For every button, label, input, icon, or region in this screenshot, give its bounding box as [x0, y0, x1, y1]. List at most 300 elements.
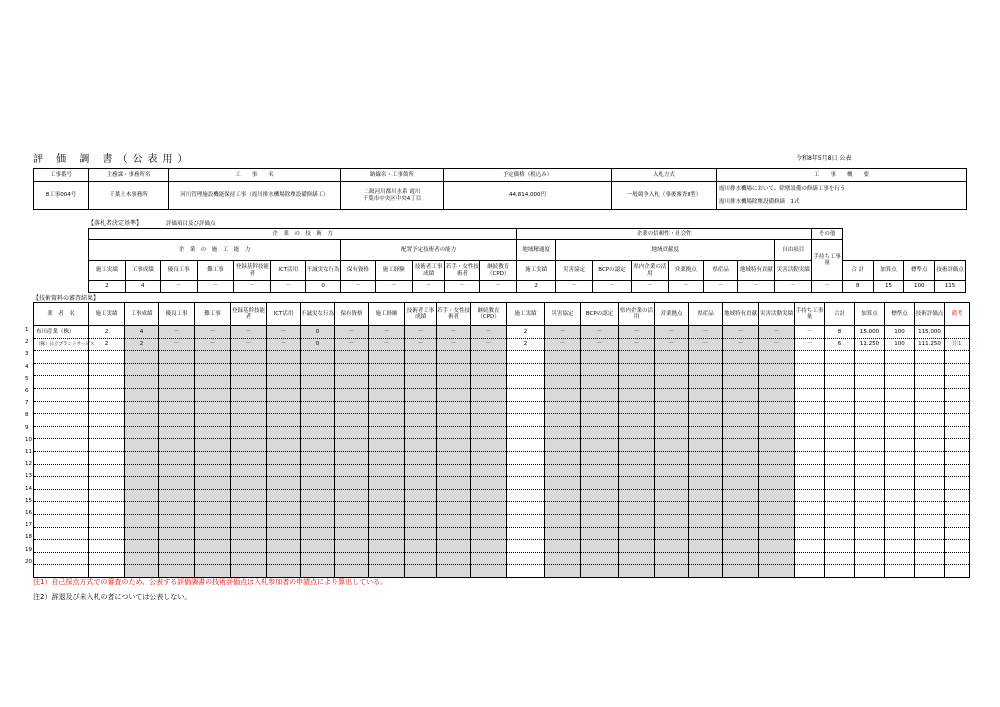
table-row [34, 527, 970, 540]
result-cell [581, 514, 619, 527]
result-cell: － [335, 338, 369, 351]
result-cell [759, 464, 795, 477]
result-cell [437, 502, 471, 515]
table-row [34, 540, 970, 553]
result-cell [471, 376, 507, 389]
criteria-col-header: 営業拠点 [668, 261, 703, 281]
result-cell [125, 552, 159, 565]
result-cell [619, 464, 655, 477]
criteria-value: 4 [125, 281, 160, 293]
info-header: 工事番号 [34, 169, 89, 182]
result-cell: － [581, 338, 619, 351]
info-header: 工 事 概 要 [717, 169, 967, 182]
result-cell [159, 540, 195, 553]
result-cell [545, 451, 581, 464]
result-cell [267, 527, 301, 540]
result-cell [405, 414, 437, 427]
result-cell [619, 363, 655, 376]
row-number: 1 [25, 327, 29, 333]
result-cell [125, 351, 159, 364]
row-number: 8 [25, 412, 29, 419]
result-cell [125, 388, 159, 401]
criteria-col-header: 災害協定 [556, 261, 593, 281]
result-cell [89, 426, 125, 439]
result-cell: 0 [301, 326, 335, 339]
result-cell [335, 363, 369, 376]
result-cell [545, 489, 581, 502]
result-cell [301, 514, 335, 527]
result-cell [125, 363, 159, 376]
results-header-row [34, 303, 970, 326]
result-cell: － [545, 338, 581, 351]
result-cell [581, 351, 619, 364]
result-cell [689, 363, 723, 376]
summary-line: 霞川排水機場において、除塵設備の修繕工事を行う [719, 186, 846, 193]
info-value-row [34, 182, 967, 210]
result-cell [125, 426, 159, 439]
result-cell: － [723, 338, 759, 351]
result-cell [759, 376, 795, 389]
result-cell [335, 565, 369, 578]
result-cell [369, 552, 405, 565]
info-header: 予定価格（税込み） [444, 169, 612, 182]
result-cell [723, 565, 759, 578]
result-cell [437, 464, 471, 477]
result-cell [581, 464, 619, 477]
result-cell [195, 489, 231, 502]
result-cell [231, 552, 267, 565]
result-cell [795, 477, 825, 490]
result-cell [369, 376, 405, 389]
bidder-name [34, 426, 89, 439]
result-cell [507, 552, 545, 565]
result-cell [619, 489, 655, 502]
result-cell [581, 376, 619, 389]
result-cell [437, 565, 471, 578]
result-cell [89, 565, 125, 578]
result-cell [723, 351, 759, 364]
result-cell [619, 477, 655, 490]
result-cell [759, 489, 795, 502]
table-row [34, 426, 970, 439]
criteria-col-header: 保有資格 [340, 261, 375, 281]
row-number: 5 [25, 375, 29, 382]
result-score [915, 552, 945, 565]
result-cell [125, 376, 159, 389]
results-col-header: 地域特有貢献 [723, 303, 759, 326]
row-number: 7 [25, 400, 29, 407]
result-cell [437, 477, 471, 490]
result-cell: － [759, 338, 795, 351]
sub-engineer: 配置予定技術者の能力 [340, 240, 516, 261]
result-cell [795, 376, 825, 389]
result-cell [125, 477, 159, 490]
result-cell [759, 527, 795, 540]
row-number: 14 [25, 485, 32, 492]
result-cell [619, 351, 655, 364]
result-note [945, 388, 970, 401]
table-row [34, 338, 970, 351]
result-cell [471, 527, 507, 540]
criteria-value: － [631, 281, 668, 293]
result-std [885, 363, 915, 376]
bidder-name [34, 477, 89, 490]
result-cell [723, 376, 759, 389]
result-cell [545, 426, 581, 439]
result-score [915, 540, 945, 553]
sub-contribution: 地域貢献度 [556, 240, 775, 261]
results-col-header: 標準点 [885, 303, 915, 326]
summary-line: 霞川排水機場除塵設備修繕 1式 [719, 198, 800, 205]
result-cell [369, 477, 405, 490]
results-col-header: 災害協定 [545, 303, 581, 326]
result-total [825, 426, 855, 439]
result-cell: － [795, 326, 825, 339]
result-cell [507, 489, 545, 502]
row-number: 16 [25, 510, 32, 516]
result-cell [231, 363, 267, 376]
result-cell [195, 527, 231, 540]
result-add [855, 351, 885, 364]
criteria-col-header: 県内企業の活用 [631, 261, 668, 281]
result-total [825, 514, 855, 527]
result-cell [405, 489, 437, 502]
result-cell [471, 514, 507, 527]
criteria-value: － [271, 281, 306, 293]
result-cell [689, 552, 723, 565]
criteria-value: － [775, 281, 812, 293]
result-score [915, 464, 945, 477]
result-cell [301, 502, 335, 515]
result-cell [655, 540, 689, 553]
result-std [885, 414, 915, 427]
info-header: 路線名・工事箇所 [341, 169, 444, 182]
table-row [34, 326, 970, 339]
result-score [915, 351, 945, 364]
result-cell: － [231, 326, 267, 339]
result-cell [795, 351, 825, 364]
location-line: 千葉市中央区中央4丁目 [362, 195, 422, 202]
result-cell [471, 351, 507, 364]
note-1: 注1）自己採点方式での審査のため、公表する評価調書の技術評価点は入札参加者の申請点により算出している。 [33, 578, 388, 586]
result-cell [581, 388, 619, 401]
result-cell [723, 439, 759, 452]
result-note [945, 489, 970, 502]
result-cell: － [689, 338, 723, 351]
result-cell [723, 426, 759, 439]
result-cell [89, 477, 125, 490]
result-cell [655, 363, 689, 376]
criteria-col-header: 工事成績 [125, 261, 160, 281]
results-col-header: 加算点 [855, 303, 885, 326]
result-cell [195, 376, 231, 389]
result-total [825, 552, 855, 565]
result-cell [689, 401, 723, 414]
result-cell [195, 502, 231, 515]
result-cell [507, 502, 545, 515]
result-score [915, 376, 945, 389]
result-cell [437, 439, 471, 452]
bidder-name [34, 464, 89, 477]
results-col-header: 県内企業の活用 [619, 303, 655, 326]
result-cell [335, 514, 369, 527]
result-cell [195, 414, 231, 427]
result-cell [619, 376, 655, 389]
result-cell [689, 540, 723, 553]
results-col-header: 優良工事 [159, 303, 195, 326]
result-cell [759, 414, 795, 427]
result-score [915, 477, 945, 490]
result-cell [689, 351, 723, 364]
result-add [855, 388, 885, 401]
result-cell [795, 527, 825, 540]
row-number: 4 [25, 363, 29, 370]
result-cell [125, 451, 159, 464]
result-add [855, 426, 885, 439]
result-cell [335, 439, 369, 452]
result-add [855, 363, 885, 376]
result-cell [267, 502, 301, 515]
result-cell [437, 376, 471, 389]
bidder-name: （株）日立プラントサービス [34, 338, 89, 351]
criteria-value: － [197, 281, 234, 293]
publish-date: 令和8年5月8日 公表 [796, 155, 852, 162]
result-cell: － [795, 338, 825, 351]
result-cell [545, 414, 581, 427]
result-score [915, 489, 945, 502]
criteria-value: 2 [89, 281, 126, 293]
result-cell [471, 414, 507, 427]
result-add [855, 489, 885, 502]
row-number: 6 [25, 388, 29, 394]
row-number: 9 [25, 424, 29, 431]
result-cell [89, 527, 125, 540]
result-add [855, 439, 885, 452]
result-cell [267, 514, 301, 527]
result-cell [795, 489, 825, 502]
result-cell [759, 565, 795, 578]
result-cell [231, 426, 267, 439]
row-number: 3 [25, 351, 29, 358]
criteria-value: － [668, 281, 703, 293]
group-technical: 企 業 の 技 術 力 [89, 229, 517, 240]
result-cell [471, 451, 507, 464]
result-total [825, 464, 855, 477]
result-cell [231, 351, 267, 364]
result-cell [267, 552, 301, 565]
info-table [33, 168, 967, 210]
result-cell [437, 451, 471, 464]
result-cell [369, 439, 405, 452]
group-reliability: 企業の信頼性・社会性 [517, 229, 812, 240]
result-note [945, 426, 970, 439]
result-cell [369, 414, 405, 427]
result-cell [159, 439, 195, 452]
result-cell [301, 388, 335, 401]
result-cell [507, 363, 545, 376]
result-cell [759, 439, 795, 452]
result-cell [405, 401, 437, 414]
criteria-tail-header: 合 計 [842, 261, 873, 281]
result-cell: － [471, 326, 507, 339]
results-col-header: 手持ち工事量 [795, 303, 825, 326]
results-col-header: 若手・女性技術者 [437, 303, 471, 326]
result-cell [471, 552, 507, 565]
result-cell [405, 464, 437, 477]
result-score [915, 363, 945, 376]
row-number: 17 [25, 522, 32, 529]
result-cell [795, 565, 825, 578]
result-cell [655, 527, 689, 540]
criteria-tail-value: 100 [904, 281, 935, 293]
result-cell [471, 426, 507, 439]
result-cell: － [231, 338, 267, 351]
results-col-header: 施工実績 [89, 303, 125, 326]
result-cell [655, 502, 689, 515]
results-col-header: 工事成績 [125, 303, 159, 326]
result-note [945, 363, 970, 376]
result-cell [231, 376, 267, 389]
result-std [885, 552, 915, 565]
result-cell [301, 426, 335, 439]
result-std [885, 376, 915, 389]
result-cell [655, 401, 689, 414]
result-note [945, 376, 970, 389]
office-name: 千葉土木事務所 [89, 182, 169, 210]
result-cell [405, 451, 437, 464]
results-col-header: 合計 [825, 303, 855, 326]
criteria-tail-value: 8 [842, 281, 873, 293]
result-cell [89, 540, 125, 553]
results-col-header: 不誠実な行為 [301, 303, 335, 326]
result-cell [369, 565, 405, 578]
criteria-col-header: 地域特有貢献 [738, 261, 775, 281]
result-add [855, 464, 885, 477]
result-cell [267, 426, 301, 439]
result-cell: － [159, 326, 195, 339]
result-cell [195, 552, 231, 565]
criteria-col-header: 優良工事 [160, 261, 197, 281]
result-cell [759, 552, 795, 565]
result-add [855, 451, 885, 464]
result-cell [655, 514, 689, 527]
result-cell [545, 514, 581, 527]
result-cell [335, 401, 369, 414]
row-number: 19 [25, 546, 32, 553]
criteria-col-header: 技術者工事成績 [412, 261, 445, 281]
result-cell [545, 527, 581, 540]
result-cell [655, 414, 689, 427]
result-cell [231, 527, 267, 540]
result-cell [759, 401, 795, 414]
result-cell [159, 388, 195, 401]
table-row [34, 401, 970, 414]
result-score [915, 514, 945, 527]
row-number: 11 [25, 449, 32, 455]
result-note [945, 502, 970, 515]
result-cell [723, 527, 759, 540]
result-cell [405, 439, 437, 452]
table-row [34, 376, 970, 389]
result-cell [655, 552, 689, 565]
results-col-header: 災害活動実績 [759, 303, 795, 326]
result-cell [795, 552, 825, 565]
result-cell [125, 464, 159, 477]
result-total: 8 [825, 326, 855, 339]
result-cell [619, 439, 655, 452]
result-note [945, 451, 970, 464]
result-cell [437, 426, 471, 439]
result-cell [195, 464, 231, 477]
result-cell [231, 439, 267, 452]
result-score [915, 414, 945, 427]
result-note [945, 351, 970, 364]
result-cell [335, 540, 369, 553]
result-std [885, 565, 915, 578]
result-cell [689, 489, 723, 502]
result-cell [89, 514, 125, 527]
result-cell [231, 401, 267, 414]
result-cell [581, 363, 619, 376]
project-number: 8工事004号 [34, 182, 89, 210]
criteria-tail-header: 技術評価点 [935, 261, 966, 281]
result-cell: － [195, 326, 231, 339]
result-cell [507, 565, 545, 578]
result-cell [619, 552, 655, 565]
result-score [915, 388, 945, 401]
row-number: 2 [25, 339, 29, 346]
result-cell [195, 351, 231, 364]
result-add [855, 527, 885, 540]
result-cell [507, 401, 545, 414]
table-row [34, 502, 970, 515]
result-note [945, 552, 970, 565]
result-cell: － [405, 338, 437, 351]
result-cell [723, 489, 759, 502]
criteria-table [88, 228, 966, 293]
result-cell [159, 514, 195, 527]
result-cell [231, 414, 267, 427]
result-cell: － [195, 338, 231, 351]
result-score: 111.250 [915, 338, 945, 351]
result-cell [405, 351, 437, 364]
result-total [825, 388, 855, 401]
result-cell [301, 414, 335, 427]
result-cell [301, 401, 335, 414]
result-note [945, 414, 970, 427]
result-cell [723, 540, 759, 553]
info-header-row [34, 169, 967, 182]
result-cell [507, 540, 545, 553]
result-cell [437, 540, 471, 553]
result-cell [369, 527, 405, 540]
criteria-col-header: 施工実績 [517, 261, 556, 281]
result-std [885, 477, 915, 490]
result-cell [267, 477, 301, 490]
result-cell: － [619, 326, 655, 339]
result-cell [689, 414, 723, 427]
result-cell [581, 439, 619, 452]
result-cell: 2 [507, 338, 545, 351]
result-cell [689, 426, 723, 439]
result-cell [655, 351, 689, 364]
result-cell [195, 401, 231, 414]
result-cell [507, 376, 545, 389]
result-std [885, 489, 915, 502]
result-cell [159, 464, 195, 477]
result-add [855, 540, 885, 553]
result-cell [471, 540, 507, 553]
